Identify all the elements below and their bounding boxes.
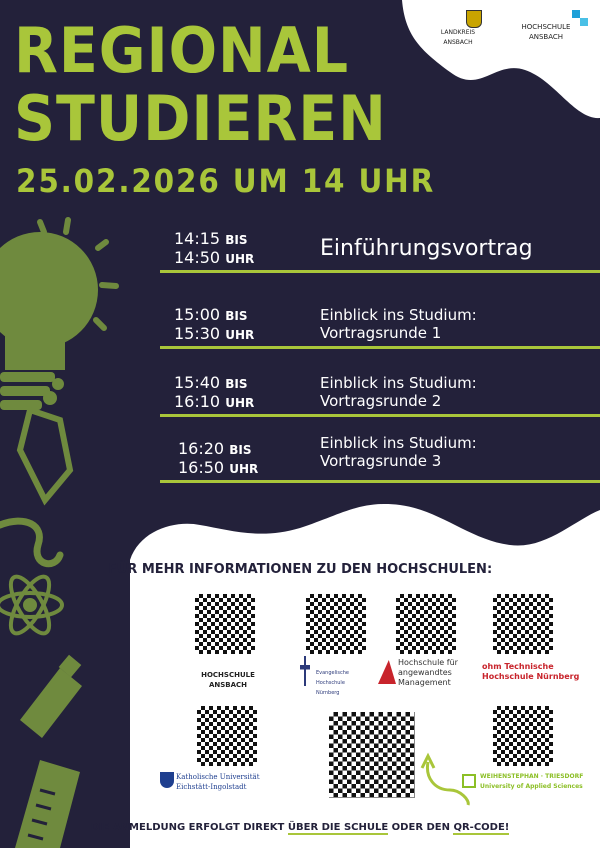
qr-code-registration[interactable] <box>329 712 415 798</box>
schedule-subtitle: Vortragsrunde 1 <box>320 324 442 342</box>
qr-code-ku[interactable] <box>197 706 257 766</box>
schedule-title-text: Einblick ins Studium: <box>320 374 477 392</box>
marker-icon <box>20 655 82 738</box>
footer-prefix: DIE ANMELDUNG ERFOLGT DIREKT <box>90 822 288 833</box>
qr-code-hochschule-ansbach[interactable] <box>195 594 255 654</box>
hochschule-ansbach-logo <box>516 10 592 46</box>
registration-footer <box>0 822 600 833</box>
bis-label: BIS <box>225 233 248 247</box>
qr-code-hfam[interactable] <box>396 594 456 654</box>
logo-ohm: ohm Technische Hochschule Nürnberg <box>482 662 580 681</box>
start-time: 15:40 <box>174 373 221 392</box>
schedule-time <box>174 306 254 344</box>
end-time: 15:30 <box>174 324 221 343</box>
uhr-label: UHR <box>225 328 255 342</box>
weihenstephan-w-icon <box>462 774 476 788</box>
schedule-time <box>178 440 258 478</box>
schedule-title <box>320 374 477 410</box>
logo-ku: Katholische Universität Eichstätt-Ingolstadt <box>176 773 260 791</box>
divider <box>160 346 600 349</box>
schedule-time <box>174 374 254 412</box>
landkreis-logo <box>428 8 486 44</box>
schedule-title <box>320 306 477 342</box>
bis-label: BIS <box>225 309 248 323</box>
schedule-subtitle: Vortragsrunde 2 <box>320 392 442 410</box>
event-date: 25.02.2026 UM 14 UHR <box>16 162 436 200</box>
title-line-1: REGIONAL <box>14 14 350 87</box>
coat-of-arms-icon <box>466 10 482 28</box>
start-time: 14:15 <box>174 229 221 248</box>
end-time: 14:50 <box>174 248 221 267</box>
schedule-row <box>160 372 600 422</box>
info-heading: FÜR MEHR INFORMATIONEN ZU DEN HOCHSCHULEN: <box>107 562 493 577</box>
start-time: 15:00 <box>174 305 221 324</box>
atom-icon <box>0 571 62 638</box>
end-time: 16:10 <box>174 392 221 411</box>
logo-hfam: Hochschule für angewandtes Management <box>398 658 458 687</box>
qr-code-weihenstephan[interactable] <box>493 706 553 766</box>
schedule-title-text: Einblick ins Studium: <box>320 434 477 452</box>
end-time: 16:50 <box>178 458 225 477</box>
schedule-title: Einführungsvortrag <box>320 236 533 261</box>
uhr-label: UHR <box>229 462 259 476</box>
divider <box>160 414 600 417</box>
start-time: 16:20 <box>178 439 225 458</box>
schedule-title-text: Einblick ins Studium: <box>320 306 477 324</box>
schedule-time <box>174 230 254 268</box>
schedule-subtitle: Vortragsrunde 3 <box>320 452 442 470</box>
divider <box>160 480 600 483</box>
schedule-row <box>160 304 600 354</box>
qr-code-evhn[interactable] <box>306 594 366 654</box>
divider <box>160 270 600 273</box>
flask-icon <box>20 381 70 500</box>
logo-evhn: Evangelische Hochschule Nürnberg <box>316 670 349 696</box>
bis-label: BIS <box>229 443 252 457</box>
pixel-logo-icon <box>572 10 580 18</box>
schedule-row <box>160 434 600 484</box>
ruler-icon <box>15 760 80 848</box>
footer-highlight-qr: QR-CODE! <box>453 822 510 833</box>
footer-middle: ODER DEN <box>388 822 454 833</box>
logo-hochschule-ansbach: HOCHSCHULE ANSBACH <box>201 671 255 689</box>
stethoscope-icon <box>0 521 60 564</box>
landkreis-logo-text: LANDKREIS ANSBACH <box>440 29 476 46</box>
footer-highlight-school: ÜBER DIE SCHULE <box>287 822 389 833</box>
uhr-label: UHR <box>225 252 255 266</box>
hochschule-ansbach-text: HOCHSCHULE ANSBACH <box>521 23 571 41</box>
ku-shield-icon <box>160 772 174 788</box>
title-line-2: STUDIEREN <box>14 82 387 155</box>
schedule-row <box>160 228 600 278</box>
qr-code-ohm[interactable] <box>493 594 553 654</box>
logo-weihenstephan: WEIHENSTEPHAN · TRIESDORF University of Applied Sciences <box>480 773 584 790</box>
bis-label: BIS <box>225 377 248 391</box>
schedule-title <box>320 434 477 470</box>
uhr-label: UHR <box>225 396 255 410</box>
lightbulb-icon <box>0 232 98 410</box>
